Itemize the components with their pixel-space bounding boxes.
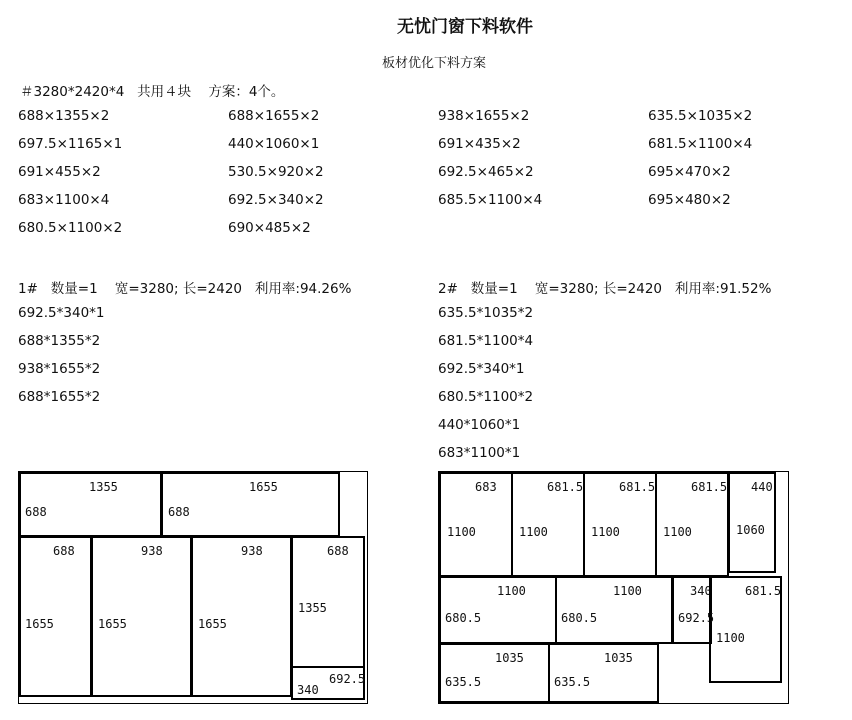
page-subtitle: 板材优化下料方案 [381,56,486,71]
piece-938-1655-b: 938 1655 [191,536,292,697]
piece-340-692: 340 692.5 [672,576,712,644]
piece-1100-680-b: 1100 680.5 [555,576,673,644]
piece-440-1060: 440 1060 [728,472,776,573]
list-item: 685.5×1100×4 [438,192,543,208]
list-item: 690×485×2 [228,220,311,236]
plan-2-item: 681.5*1100*4 [438,333,534,349]
board-2-diagram [438,471,789,704]
list-item: 530.5×920×2 [228,164,324,180]
list-item: 440×1060×1 [228,136,320,152]
plan-1-item: 688*1355*2 [18,333,101,349]
piece-688-1355: 688 1355 [291,536,365,668]
piece-681-1100-a: 681.5 1100 [511,472,585,577]
piece-1035-635-a: 1035 635.5 [439,643,550,703]
piece-1100-680-a: 1100 680.5 [439,576,557,644]
piece-688-1655-a: 688 1655 [19,536,92,697]
piece-938-1655-a: 938 1655 [91,536,192,697]
piece-1655-top: 1655 688 [161,472,340,537]
list-item: 692.5×465×2 [438,164,534,180]
list-item: 691×455×2 [18,164,101,180]
list-item: 688×1355×2 [18,108,110,124]
list-item: 683×1100×4 [18,192,110,208]
list-item: 681.5×1100×4 [648,136,753,152]
list-item: 938×1655×2 [438,108,530,124]
plan-2-item: 440*1060*1 [438,417,521,433]
plan-2-header: 2# 数量=1 宽=3280; 长=2420 利用率:91.52% [438,281,772,297]
piece-683-1100: 683 1100 [439,472,513,577]
list-item: 635.5×1035×2 [648,108,753,124]
list-item: 688×1655×2 [228,108,320,124]
list-item: 697.5×1165×1 [18,136,123,152]
list-item: 695×470×2 [648,164,731,180]
board-1-diagram [18,471,368,704]
piece-1035-635-b: 1035 635.5 [548,643,659,703]
plan-2-item: 692.5*340*1 [438,361,525,377]
plan-1-item: 938*1655*2 [18,361,101,377]
list-item: 695×480×2 [648,192,731,208]
plan-1-item: 688*1655*2 [18,389,101,405]
list-item: 692.5×340×2 [228,192,324,208]
plan-2-item: 635.5*1035*2 [438,305,534,321]
material-summary: ＃3280*2420*4 共用４块 方案：4个。 [20,84,285,100]
piece-681-1100-b: 681.5 1100 [583,472,657,577]
plan-2-item: 683*1100*1 [438,445,521,461]
plan-1-header: 1# 数量=1 宽=3280; 长=2420 利用率:94.26% [18,281,352,297]
plan-1-item: 692.5*340*1 [18,305,105,321]
piece-681-1100-c: 681.5 1100 [655,472,729,577]
plan-2-item: 680.5*1100*2 [438,389,534,405]
piece-681-1100-d: 681.5 1100 [709,576,782,683]
piece-1355: 1355 688 [19,472,162,537]
list-item: 680.5×1100×2 [18,220,123,236]
piece-692-340: 692.5 340 [291,666,365,700]
list-item: 691×435×2 [438,136,521,152]
page-title: 无忧门窗下料软件 [397,17,533,37]
